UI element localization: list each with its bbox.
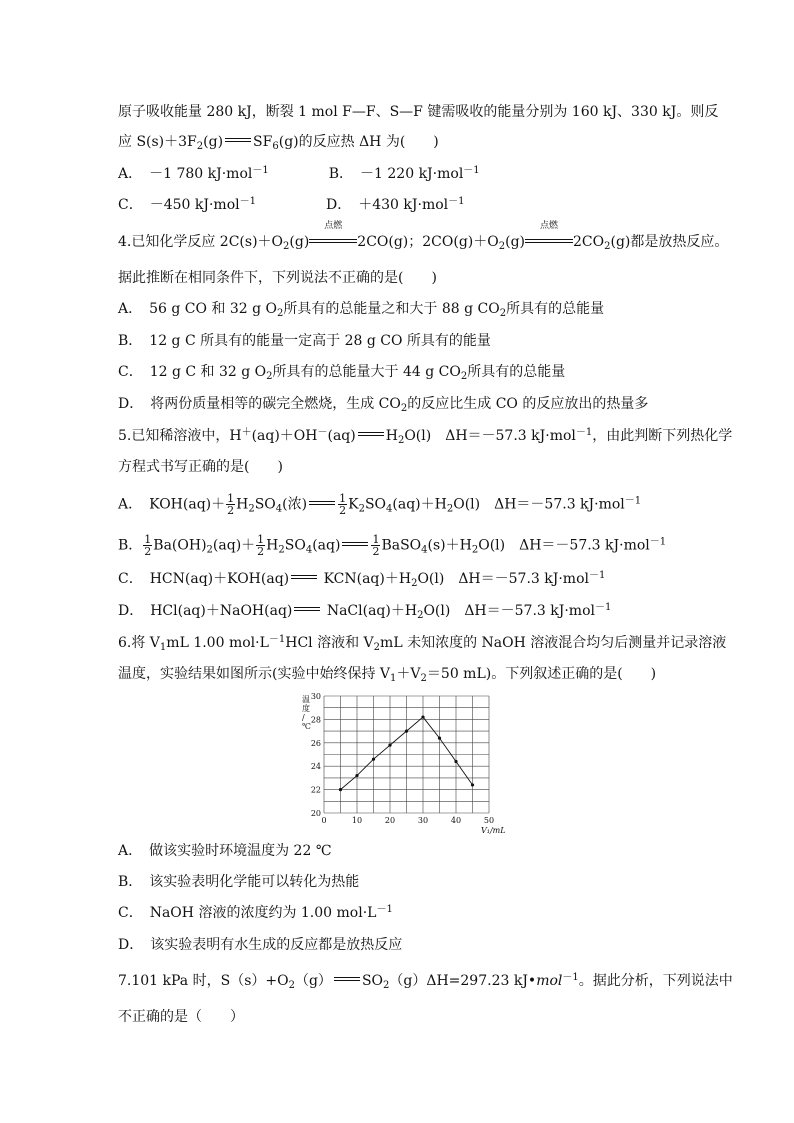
data-point [372, 758, 375, 761]
q3-option-d[interactable]: D． ＋430 kJ·mol [326, 197, 449, 213]
data-point [438, 737, 441, 740]
x-tick-label: 30 [417, 816, 429, 825]
equals-sign [309, 501, 335, 505]
data-point [471, 783, 474, 786]
q3-option-b[interactable]: B． －1 220 kJ·mol [328, 166, 464, 182]
q6-option-d[interactable]: D． 该实验表明有水生成的反应都是放热反应 [118, 937, 403, 953]
q7-stem-line1: 7.101 kPa 时，$S(s)+O_2(g)$ $SO_2(g)\Delta H=297.23$ kJ•mol$^{-1}$。据此分析，下列说法中 [118, 972, 733, 991]
q6-stem-line2: 温度，实验结果如图所示(实验中始终保持 $V_1+V_2=50$ mL)。下列叙述正确的是( ) [118, 666, 657, 684]
fraction-half: $\frac{1}{2}$ [144, 533, 152, 558]
q4-stem-line1: 4.已知化学反应 $2C(s)+O_2(g)$ 点燃 2CO(g)；$2CO(g)+O_2(g)$ 点燃 $2CO_2(g)$都是放热反应。 [118, 221, 729, 252]
q4-option-c[interactable]: C． 12 g C 和 32 g $O_2$所具有的总能量大于 44 g $CO_2$所具有的总能量 [118, 364, 566, 382]
q6-stem-line1: 6.将 $V_1mL$ 1.00 $mol\cdot L^{-1}HCl$ 溶液和 $V_2mL$ 未知浓度的 NaOH 溶液混合均匀后测量并记录溶液 [118, 634, 727, 653]
y-tick-label: 24 [310, 762, 321, 772]
q7-stem-line2: 不正确的是（ ） [118, 1009, 244, 1025]
q4-option-d[interactable]: D． 将两份质量相等的碳完全燃烧，生成 $CO_2$的反应比生成 CO 的反应放出的热量多 [118, 396, 649, 414]
q3-option-a[interactable]: A． －1 780 kJ·mol [118, 166, 253, 182]
y-tick-label: 30 [310, 692, 321, 701]
reaction-arrow: 点燃 [309, 232, 357, 252]
q3-line1 [118, 102, 718, 122]
q3-text: 原子吸收能量 280 kJ，断裂 1 mol F—F、S—F 键需吸收的能量分别为 160 kJ、330 kJ。则反 [118, 104, 719, 120]
y-axis-label: 温度/ ℃ [302, 695, 311, 731]
q5-option-a[interactable]: A． KOH(aq)＋ $\frac{1}{2}$ $H_2SO_4$(浓) $\frac{1}{2}$ $K_2SO_4(aq)+H_2O(l)$ ΔH＝－57.3 kJ·mol$^{-1}$ [118, 492, 642, 517]
fraction-half: $\frac{1}{2}$ [372, 533, 380, 558]
x-tick-label: 50 [483, 816, 495, 825]
data-point [454, 760, 457, 763]
q3-options-cd: C． －450 kJ·mol$^{-1}$ D． ＋430 kJ·mol$^{-1}$ [118, 196, 465, 213]
q6-option-a[interactable]: A． 做该实验时环境温度为 22 ℃ [118, 843, 332, 859]
y-tick-label: 26 [310, 738, 321, 748]
q5-option-c[interactable]: C． HCN(aq)＋KOH(aq) $KCN(aq)+H_2O(l)$ ΔH＝－57.3 kJ·mol$^{-1}$ [118, 570, 606, 589]
equals-sign [342, 542, 368, 546]
temperature-chart [294, 690, 514, 835]
x-axis-label: V₁/mL [481, 826, 506, 835]
x-tick-label: 40 [450, 816, 462, 825]
q3-option-c[interactable]: C． －450 kJ·mol [118, 197, 240, 213]
q4-stem-line2: 据此推断在相同条件下，下列说法不正确的是( ) [118, 270, 437, 286]
fraction-half: $\frac{1}{2}$ [339, 492, 347, 517]
data-point [405, 730, 408, 733]
data-point [339, 788, 342, 791]
q6-option-c[interactable]: C． NaOH 溶液的浓度约为 1.00 $mol\cdot L^{-1}$ [118, 904, 393, 921]
x-tick-label: 0 [321, 816, 327, 825]
q5-option-d[interactable]: D． HCl(aq)＋NaOH(aq) $NaCl(aq)+H_2O(l)$ ΔH＝－57.3 kJ·mol$^{-1}$ [118, 602, 612, 621]
q5-stem-line1: 5.已知稀溶液中，H＋(aq)＋OH－(aq) $H_2O(l)$ ΔH＝－57.3 kJ·mol$^{-1}$，由此判断下列热化学 [118, 427, 733, 446]
q3-options-ab: A． －1 780 kJ·mol$^{-1}$ B． －1 220 kJ·mol$^{-1}$ [118, 165, 480, 182]
equals-sign [358, 432, 384, 436]
equals-sign [291, 575, 317, 579]
x-tick-label: 10 [351, 816, 363, 825]
q3-line2: 应 $S(s)+3F_2(g)$ $SF_6(g)$的反应热 ΔH 为( ) [118, 134, 439, 152]
q4-option-b[interactable]: B． 12 g C 所具有的能量一定高于 28 g CO 所具有的能量 [118, 333, 491, 349]
q5-option-b[interactable]: B． $\frac{1}{2}$ $Ba(OH)_2(aq)+$ $\frac{1}{2}$ $H_2SO_4(aq)$ $\frac{1}{2}$ $BaSO_4(s)+H_2O(l)$ ΔH＝－57.3 kJ·mol$^{-1}$ [118, 533, 667, 558]
data-point [421, 715, 424, 718]
y-tick-label: 20 [310, 809, 321, 818]
q4-option-a[interactable]: A． 56 g CO 和 32 g $O_2$所具有的总能量之和大于 88 g $CO_2$所具有的总能量 [118, 301, 605, 319]
equals-sign [334, 977, 360, 981]
fraction-half: $\frac{1}{2}$ [227, 492, 235, 517]
equals-sign [225, 138, 251, 142]
y-tick-label: 28 [310, 715, 321, 725]
q5-stem-line2: 方程式书写正确的是( ) [118, 459, 283, 475]
q6-option-b[interactable]: B． 该实验表明化学能可以转化为热能 [118, 874, 360, 890]
reaction-arrow: 点燃 [525, 232, 573, 252]
equals-sign [294, 607, 320, 611]
data-point [355, 774, 358, 777]
x-tick-label: 20 [384, 816, 396, 825]
fraction-half: $\frac{1}{2}$ [257, 533, 265, 558]
y-tick-label: 22 [310, 785, 321, 795]
data-point [388, 744, 391, 747]
